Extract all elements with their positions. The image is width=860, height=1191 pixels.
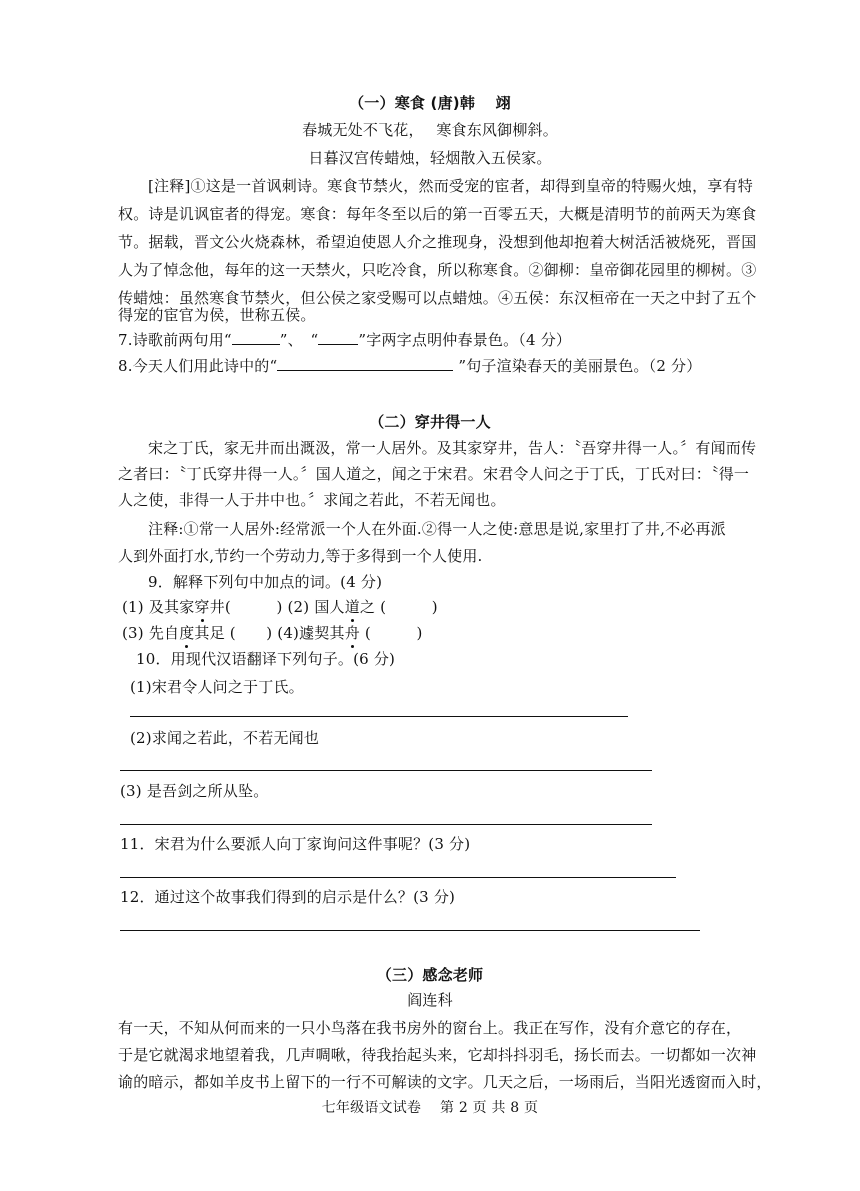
question-7-part-2: ”、 “	[279, 331, 319, 349]
question-10-item: (2)求闻之若此，不若无闻也	[130, 729, 320, 747]
question-9: 9．解释下列句中加点的词。(4 分)	[148, 573, 383, 591]
passage-line: 谕的暗示，都如羊皮书上留下的一行不可解读的文字。几天之后，一场雨后，当阳光透窗而入时，	[118, 1073, 772, 1091]
poem-line-1: 春城无处不飞花， 寒食东风御柳斜。	[302, 121, 558, 139]
dotted-word: 舟	[344, 624, 360, 642]
question-9-text: 井( ) (2) 国人	[209, 598, 345, 616]
passage-line: 有一天，不知从何而来的一只小鸟落在我书房外的窗台上。我正在写作，没有介意它的存在，	[118, 1019, 742, 1037]
answer-line[interactable]	[120, 877, 676, 878]
annotation-line: 注释:①常一人居外:经常派一个人在外面.②得一人之使:意思是说,家里打了井,不必再派	[148, 520, 726, 538]
author-name: 阎连科	[407, 991, 453, 1009]
question-7-part-3: ”字两字点明仲春景色。（4 分）	[358, 331, 572, 349]
passage-line: 于是它就渴求地望着我，几声啁啾，待我抬起头来，它却抖抖羽毛，扬长而去。一切都如一次神	[118, 1046, 757, 1064]
answer-blank[interactable]	[232, 329, 280, 345]
answer-line[interactable]	[120, 930, 700, 931]
poem-title: （一）寒食 (唐)韩 翊	[349, 94, 511, 112]
question-9-text: (3) 先自	[122, 624, 180, 642]
answer-line[interactable]	[130, 716, 628, 717]
annotation-line: 得宠的宦官为侯，世称五侯。	[118, 306, 316, 324]
question-10: 10．用现代汉语翻译下列句子。(6 分)	[136, 650, 396, 668]
answer-line[interactable]	[120, 770, 652, 771]
question-9-text: 之 ( )	[359, 598, 438, 616]
page-footer: 七年级语文试卷 第 2 页 共 8 页	[321, 1100, 539, 1116]
dotted-word: 穿	[194, 598, 210, 616]
question-8	[118, 355, 701, 377]
question-11: 11．宋君为什么要派人向丁家询问这件事呢？(3 分)	[120, 835, 471, 853]
question-7	[118, 329, 571, 351]
annotation-line: [注释]①这是一首讽刺诗。寒食节禁火，然而受宠的宦者，却得到皇帝的特赐火烛，享有特	[148, 177, 753, 195]
question-8-part-1: 8.今天人们用此诗中的“	[118, 357, 278, 375]
answer-blank[interactable]	[277, 355, 453, 371]
section-2-title: （二）穿井得一人	[369, 413, 491, 431]
dotted-word: 度	[179, 624, 195, 642]
passage-line: 宋之丁氏，家无井而出溉汲，常一人居外。及其家穿井，告人：〝吾穿井得一人。〞有闻而传	[148, 439, 757, 457]
annotation-line: 节。据载，晋文公火烧森林，希望迫使恩人介之推现身，没想到他却抱着大树活活被烧死，晋国	[118, 233, 757, 251]
annotation-line: 人为了悼念他，每年的这一天禁火，只吃冷食，所以称寒食。②御柳：皇帝御花园里的柳树。③	[118, 261, 757, 279]
passage-line: 之者曰：〝丁氏穿井得一人。〞国人道之，闻之于宋君。宋君令人问之于丁氏，丁氏对曰：〝得一	[118, 465, 750, 483]
answer-line[interactable]	[120, 824, 652, 825]
question-9-text: 其足 ( ) (4)遽契其	[194, 624, 345, 642]
question-7-part-1: 7.诗歌前两句用“	[118, 331, 232, 349]
question-9-row	[122, 622, 423, 644]
question-10-item: (1)宋君令人问之于丁氏。	[130, 678, 304, 696]
passage-line: 人之使，非得一人于井中也。〞求闻之若此，不若无闻也。	[118, 491, 506, 509]
question-12: 12．通过这个故事我们得到的启示是什么？(3 分)	[120, 888, 456, 906]
annotation-line: 权。诗是讥讽宦者的得宠。寒食：每年冬至以后的第一百零五天，大概是清明节的前两天为寒食	[118, 205, 757, 223]
question-8-part-2: ”句子渲染春天的美丽景色。（2 分）	[453, 357, 702, 375]
annotation-line: 人到外面打水,节约一个劳动力,等于多得到一个人使用.	[118, 547, 483, 565]
section-3-title: （三）感念老师	[376, 966, 484, 984]
question-9-text: ( )	[359, 624, 423, 642]
question-10-item: (3) 是吾剑之所从坠。	[120, 782, 269, 800]
dotted-word: 道	[344, 598, 360, 616]
question-9-row	[122, 596, 438, 618]
annotation-line: 传蜡烛：虽然寒食节禁火，但公侯之家受赐可以点蜡烛。④五侯：东汉桓帝在一天之中封了五个	[118, 289, 757, 307]
poem-line-2: 日暮汉宫传蜡烛，轻烟散入五侯家。	[308, 149, 552, 167]
answer-blank[interactable]	[318, 329, 358, 345]
question-9-text: (1) 及其家	[122, 598, 195, 616]
